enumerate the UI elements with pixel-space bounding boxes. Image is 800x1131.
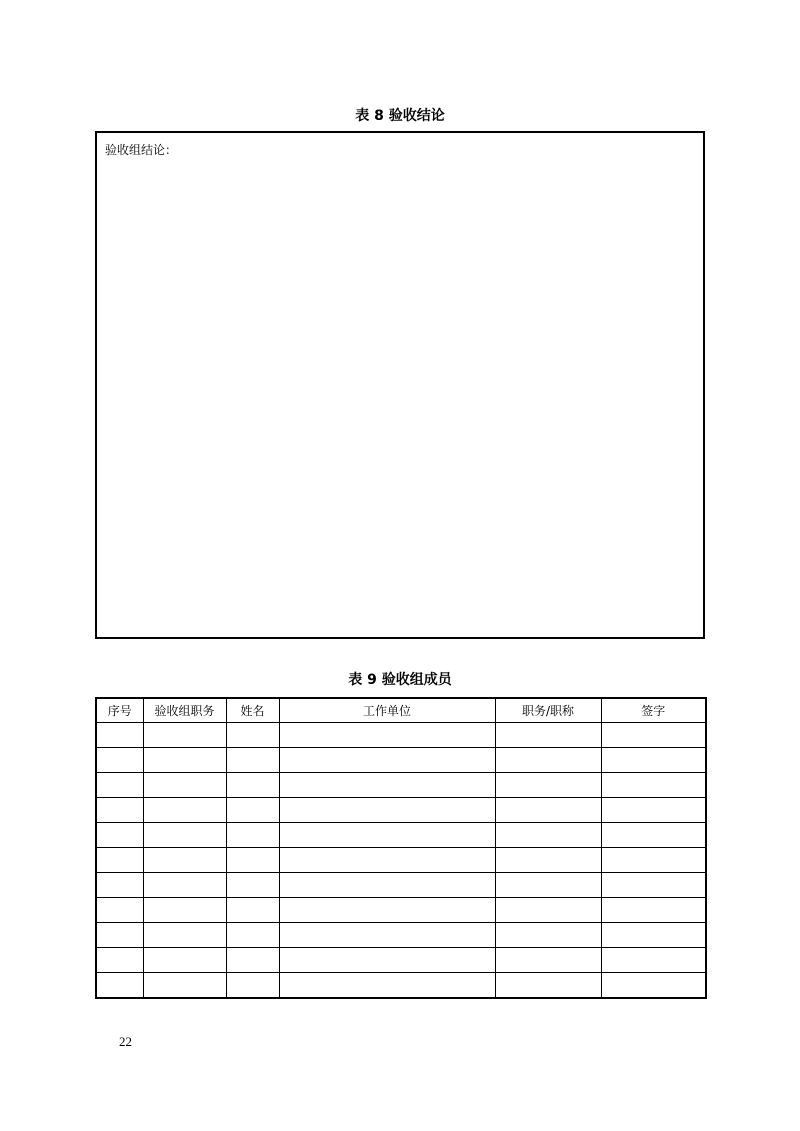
cell-index[interactable] [96,873,143,898]
col-header-role: 验收组职务 [143,698,226,723]
col-header-organization: 工作单位 [279,698,495,723]
cell-name[interactable] [226,973,279,999]
members-body [96,723,706,999]
cell-name[interactable] [226,873,279,898]
cell-name[interactable] [226,748,279,773]
table-row [96,823,706,848]
cell-role[interactable] [143,748,226,773]
cell-title[interactable] [495,848,601,873]
cell-name[interactable] [226,723,279,748]
cell-organization[interactable] [279,823,495,848]
cell-signature[interactable] [601,948,706,973]
cell-role[interactable] [143,798,226,823]
cell-title[interactable] [495,948,601,973]
table-row [96,723,706,748]
cell-role[interactable] [143,923,226,948]
cell-title[interactable] [495,748,601,773]
cell-organization[interactable] [279,873,495,898]
cell-signature[interactable] [601,848,706,873]
members-table [95,697,707,999]
page-number: 22 [119,1034,132,1049]
col-header-name: 姓名 [226,698,279,723]
cell-title[interactable] [495,723,601,748]
cell-signature[interactable] [601,773,706,798]
conclusion-label: 验收组结论： [105,143,178,157]
cell-signature[interactable] [601,873,706,898]
table-row [96,873,706,898]
cell-signature[interactable] [601,823,706,848]
cell-name[interactable] [226,823,279,848]
cell-signature[interactable] [601,748,706,773]
cell-index[interactable] [96,923,143,948]
cell-index[interactable] [96,973,143,999]
cell-organization[interactable] [279,748,495,773]
col-header-title: 职务/职称 [495,698,601,723]
cell-title[interactable] [495,898,601,923]
table-row [96,798,706,823]
cell-name[interactable] [226,848,279,873]
cell-role[interactable] [143,773,226,798]
cell-name[interactable] [226,948,279,973]
cell-name[interactable] [226,898,279,923]
cell-role[interactable] [143,973,226,999]
cell-signature[interactable] [601,798,706,823]
col-header-index: 序号 [96,698,143,723]
table8-caption: 表 8 验收结论 [355,108,445,124]
cell-title[interactable] [495,873,601,898]
cell-role[interactable] [143,898,226,923]
cell-role[interactable] [143,823,226,848]
header-row [96,698,706,723]
table-row [96,923,706,948]
cell-title[interactable] [495,773,601,798]
cell-role[interactable] [143,848,226,873]
cell-organization[interactable] [279,973,495,999]
cell-index[interactable] [96,848,143,873]
table-row [96,773,706,798]
cell-organization[interactable] [279,898,495,923]
table-row [96,748,706,773]
conclusion-box[interactable] [95,131,705,639]
cell-index[interactable] [96,798,143,823]
cell-title[interactable] [495,973,601,999]
cell-index[interactable] [96,723,143,748]
table-row [96,948,706,973]
cell-title[interactable] [495,798,601,823]
cell-index[interactable] [96,748,143,773]
cell-signature[interactable] [601,723,706,748]
table9-caption: 表 9 验收组成员 [348,672,452,688]
cell-title[interactable] [495,823,601,848]
cell-index[interactable] [96,948,143,973]
table-row [96,898,706,923]
cell-name[interactable] [226,773,279,798]
cell-organization[interactable] [279,773,495,798]
cell-name[interactable] [226,923,279,948]
cell-index[interactable] [96,898,143,923]
cell-organization[interactable] [279,798,495,823]
cell-organization[interactable] [279,948,495,973]
table-row [96,848,706,873]
cell-signature[interactable] [601,898,706,923]
cell-signature[interactable] [601,923,706,948]
cell-index[interactable] [96,773,143,798]
cell-organization[interactable] [279,723,495,748]
cell-role[interactable] [143,723,226,748]
cell-organization[interactable] [279,923,495,948]
table-row [96,973,706,999]
cell-role[interactable] [143,948,226,973]
cell-name[interactable] [226,798,279,823]
cell-index[interactable] [96,823,143,848]
cell-role[interactable] [143,873,226,898]
cell-organization[interactable] [279,848,495,873]
cell-signature[interactable] [601,973,706,999]
col-header-signature: 签字 [601,698,706,723]
cell-title[interactable] [495,923,601,948]
